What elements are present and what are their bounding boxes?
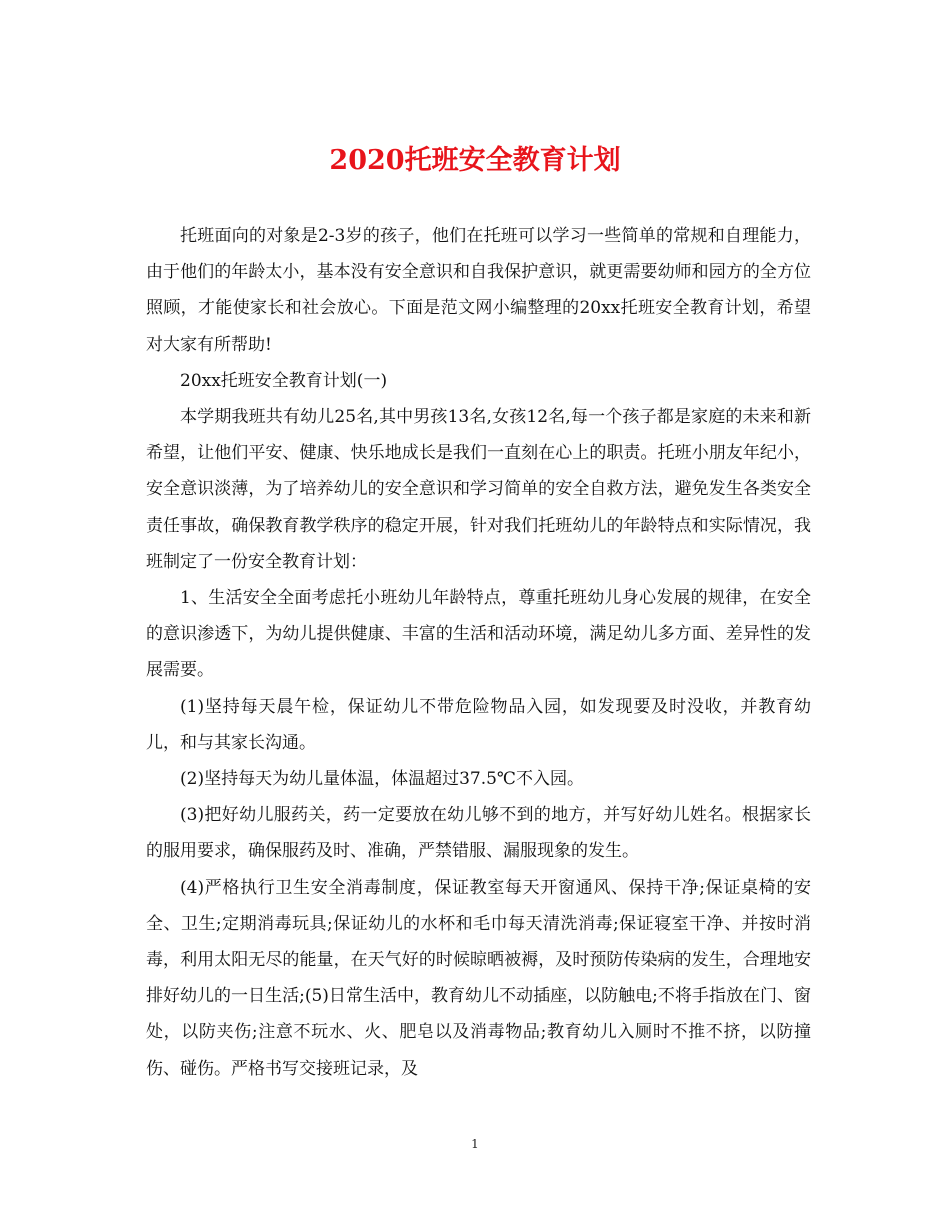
page-number: 1 <box>471 1137 479 1151</box>
document-title: 2020托班安全教育计划 <box>329 145 621 176</box>
paragraph-section-heading: 20xx托班安全教育计划(一) <box>180 370 388 391</box>
paragraph-life-safety: 1、生活安全全面考虑托小班幼儿年龄特点，尊重托班幼儿身心发展的规律，在安全的意识渗透下，为幼儿提供健康、丰富的生活和活动环境，满足幼儿多方面、差异性的发展需要。 <box>146 588 811 681</box>
document-body <box>146 218 811 1087</box>
paragraph-class-overview: 本学期我班共有幼儿25名,其中男孩13名,女孩12名,每一个孩子都是家庭的未来和新希望，让他们平安、健康、快乐地成长是我们一直刻在心上的职责。托班小朋友年纪小，安全意识淡薄，为了培养幼儿的安全意识和学习简单的安全自救方法，避免发生各类安全责任事故，确保教育教学秩序的稳定开展，针对我们托班幼儿的年龄特点和实际情况，我班制定了一份安全教育计划： <box>146 407 811 572</box>
paragraph-item-3: (3)把好幼儿服药关，药一定要放在幼儿够不到的地方，并写好幼儿姓名。根据家长的服用要求，确保服药及时、准确，严禁错服、漏服现象的发生。 <box>146 805 811 862</box>
paragraph-intro: 托班面向的对象是2-3岁的孩子，他们在托班可以学习一些简单的常规和自理能力，由于他们的年龄太小，基本没有安全意识和自我保护意识，就更需要幼师和园方的全方位照顾，才能使家长和社会放心。下面是范文网小编整理的20xx托班安全教育计划，希望对大家有所帮助! <box>146 226 811 355</box>
paragraph-item-4: (4)严格执行卫生安全消毒制度，保证教室每天开窗通风、保持干净;保证桌椅的安全、卫生;定期消毒玩具;保证幼儿的水杯和毛巾每天清洗消毒;保证寝室干净、并按时消毒，利用太阳无尽的能量，在天气好的时候晾晒被褥，及时预防传染病的发生，合理地安排好幼儿的一日生活;(5)日常生活中，教育幼儿不动插座，以防触电;不将手指放在门、窗处，以防夹伤;注意不玩水、火、肥皂以及消毒物品;教育幼儿入厕时不推不挤，以防撞伤、碰伤。严格书写交接班记录，及 <box>146 877 811 1079</box>
paragraph-item-1: (1)坚持每天晨午检，保证幼儿不带危险物品入园，如发现要及时没收，并教育幼儿，和与其家长沟通。 <box>146 696 811 753</box>
paragraph-item-2: (2)坚持每天为幼儿量体温，体温超过37.5℃不入园。 <box>180 769 584 790</box>
